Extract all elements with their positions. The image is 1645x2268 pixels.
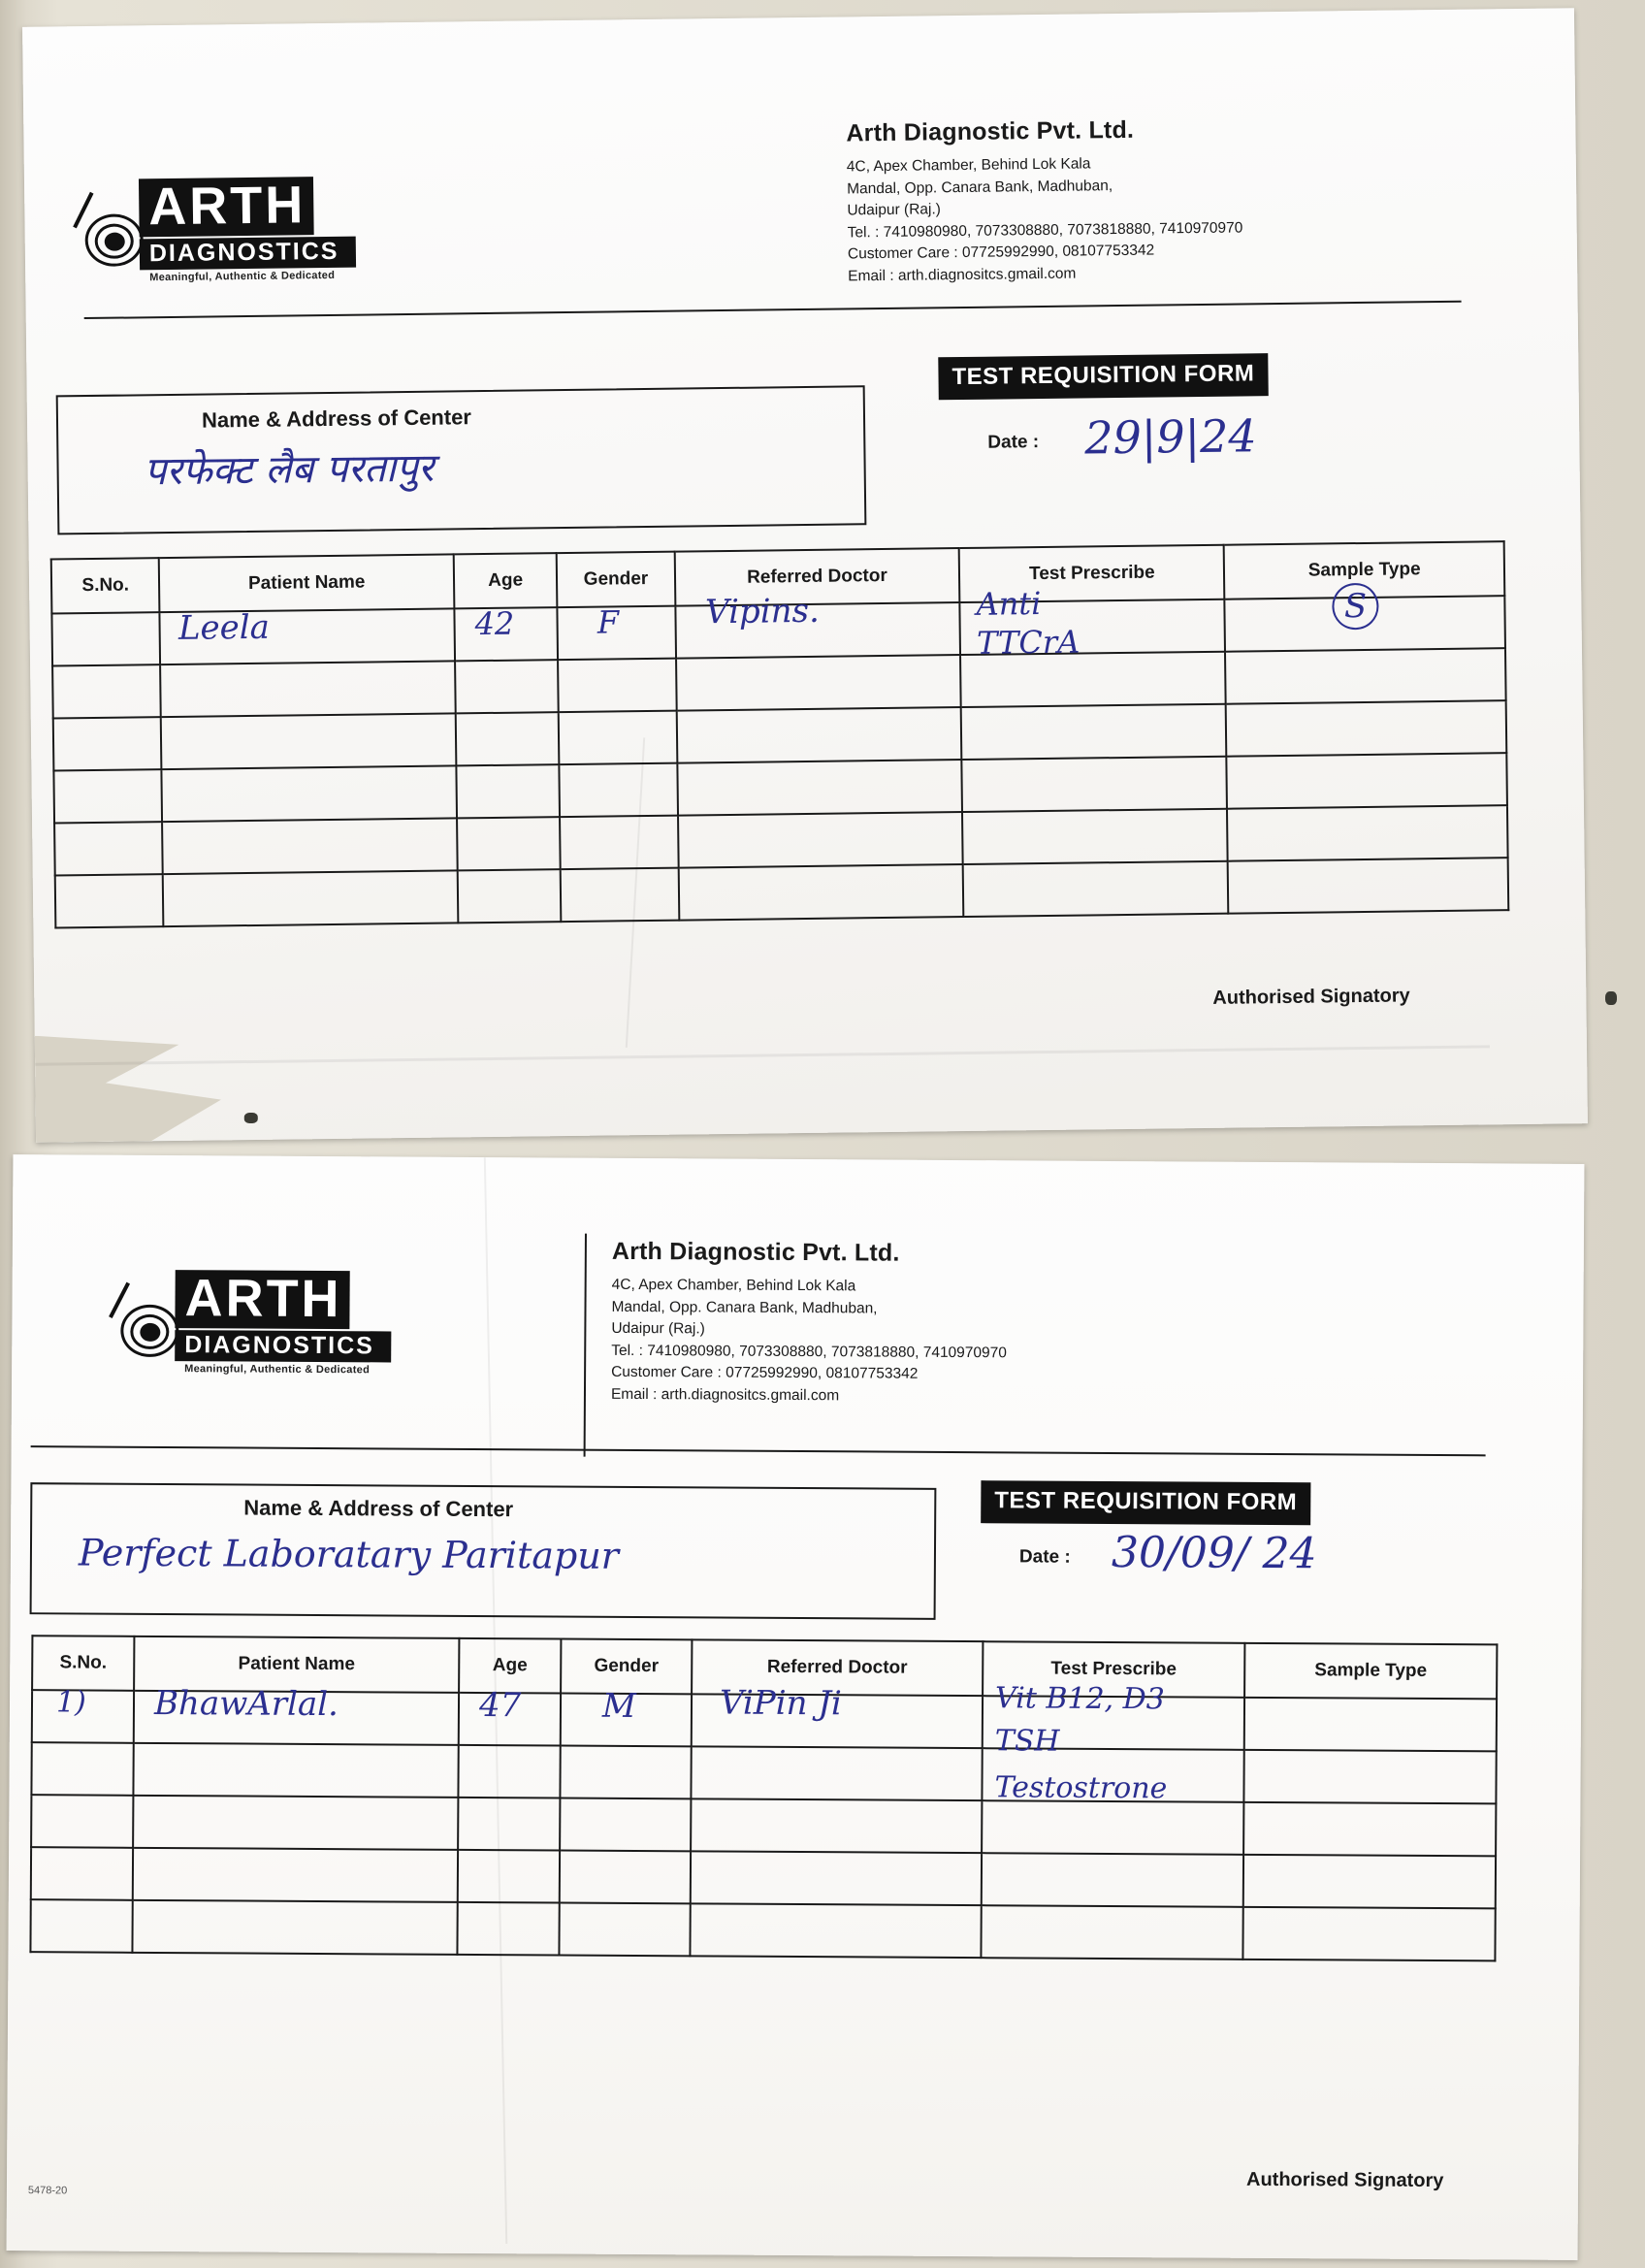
cell-empty	[676, 655, 961, 711]
cell-empty	[458, 1850, 560, 1903]
cell-gender	[558, 603, 676, 660]
cell-empty	[163, 870, 458, 926]
cell-empty	[458, 1745, 560, 1798]
cell-test-prescribe	[960, 585, 1226, 662]
cell-empty	[982, 1800, 1243, 1855]
cell-empty	[455, 660, 559, 713]
date-handwritten-top: 29|9|24	[1083, 409, 1257, 465]
col-sample-type: Sample Type	[1224, 541, 1504, 599]
company-address-2: Mandal, Opp. Canara Bank, Madhuban,	[847, 177, 1113, 198]
arth-logo	[118, 1262, 401, 1380]
cell-empty	[678, 812, 963, 868]
cell-empty	[691, 1746, 982, 1800]
cell-empty	[132, 1900, 457, 1955]
company-email: Email : arth.diagnositcs.gmail.com	[848, 265, 1077, 285]
table-row	[30, 1899, 1495, 1960]
cell-empty	[676, 707, 961, 763]
cell-empty	[162, 765, 457, 822]
gender-handwritten: M	[601, 1686, 636, 1726]
dust-speck	[1605, 991, 1617, 1005]
cell-empty	[559, 711, 677, 764]
cell-empty	[962, 809, 1228, 864]
cell-sno	[51, 612, 160, 665]
header-vertical-divider	[584, 1234, 587, 1457]
cell-empty	[133, 1743, 458, 1798]
paper-tear	[35, 1032, 356, 1143]
date-handwritten-bottom: 30/09/ 24	[1111, 1527, 1317, 1579]
cell-empty	[30, 1899, 132, 1953]
test-prescribe-line-1: Anti	[976, 585, 1042, 623]
cell-empty	[54, 822, 163, 875]
form-title-bottom: TEST REQUISITION FORM	[981, 1480, 1310, 1525]
cell-empty	[558, 659, 676, 712]
company-address-2: Mandal, Opp. Canara Bank, Madhuban,	[611, 1298, 878, 1317]
col-referred-doctor: Referred Doctor	[674, 548, 959, 606]
cell-empty	[53, 769, 162, 823]
sample-type-handwritten: S	[1333, 583, 1379, 631]
cell-empty	[458, 869, 562, 923]
cell-patient-name	[134, 1683, 459, 1745]
col-gender: Gender	[557, 552, 675, 607]
age-handwritten: 42	[474, 604, 515, 643]
company-address-1: 4C, Apex Chamber, Behind Lok Kala	[611, 1277, 856, 1295]
form-title-top: TEST REQUISITION FORM	[938, 353, 1268, 400]
col-patient-name: Patient Name	[134, 1636, 459, 1693]
requisition-table-bottom	[29, 1635, 1498, 1961]
company-name: Arth Diagnostic Pvt. Ltd.	[846, 115, 1135, 147]
header-divider	[31, 1445, 1486, 1456]
cell-age	[454, 604, 558, 661]
cell-empty	[1242, 1907, 1495, 1961]
col-age: Age	[459, 1638, 561, 1694]
cell-empty	[1226, 700, 1506, 757]
print-code: 5478-20	[27, 2185, 68, 2197]
cell-test-prescribe	[983, 1681, 1244, 1806]
table-row	[31, 1847, 1496, 1908]
date-label-top: Date :	[987, 432, 1040, 453]
cell-empty	[691, 1798, 982, 1853]
cell-empty	[55, 874, 164, 927]
cell-empty	[1243, 1802, 1496, 1857]
logo-main-text: ARTH	[139, 177, 314, 237]
date-label-bottom: Date :	[1018, 1546, 1071, 1568]
cell-empty	[133, 1848, 458, 1902]
cell-empty	[981, 1905, 1242, 1960]
cell-empty	[677, 760, 962, 816]
company-customer-care: Customer Care : 07725992990, 08107753342	[611, 1363, 919, 1382]
cell-empty	[457, 1902, 559, 1956]
arth-logo	[82, 169, 365, 289]
cell-empty	[960, 652, 1226, 707]
target-arrow-icon	[82, 200, 147, 265]
cell-empty	[963, 861, 1229, 917]
test-prescribe-line-1: Vit B12, D3	[994, 1681, 1165, 1717]
cell-sample-type	[1244, 1698, 1497, 1752]
company-tel: Tel. : 7410980980, 7073308880, 7073818880, 7410970970	[847, 219, 1243, 242]
cell-empty	[1227, 805, 1507, 861]
company-details	[611, 1234, 1008, 1409]
cell-empty	[560, 1798, 691, 1852]
requisition-form-bottom	[7, 1154, 1585, 2260]
cell-empty	[561, 868, 679, 922]
center-heading: Name & Address of Center	[243, 1495, 514, 1522]
col-patient-name: Patient Name	[159, 554, 454, 612]
table-row	[32, 1690, 1497, 1751]
company-name: Arth Diagnostic Pvt. Ltd.	[611, 1237, 900, 1267]
col-gender: Gender	[561, 1639, 692, 1695]
cell-empty	[1228, 858, 1508, 914]
cell-gender	[561, 1686, 692, 1747]
test-prescribe-line-2: TSH	[994, 1724, 1060, 1759]
company-address-3: Udaipur (Raj.)	[611, 1320, 705, 1338]
target-arrow-icon	[118, 1291, 182, 1355]
company-customer-care: Customer Care : 07725992990, 08107753342	[847, 242, 1155, 263]
logo-tagline: Meaningful, Authentic & Dedicated	[149, 269, 336, 284]
test-prescribe-line-2: TTCrA	[976, 623, 1081, 662]
cell-sno	[32, 1685, 134, 1743]
cell-empty	[690, 1903, 981, 1958]
company-address-3: Udaipur (Raj.)	[847, 201, 941, 219]
gender-handwritten: F	[597, 603, 620, 641]
cell-empty	[31, 1795, 133, 1848]
col-sno: S.No.	[51, 558, 160, 613]
authorised-signatory-top: Authorised Signatory	[1212, 985, 1410, 1009]
logo-main-text: ARTH	[175, 1270, 349, 1329]
col-sample-type: Sample Type	[1244, 1643, 1497, 1700]
requisition-table-top	[50, 540, 1510, 928]
cell-empty	[961, 704, 1227, 760]
cell-empty	[458, 1798, 560, 1851]
center-name-handwritten: Perfect Laboratary Paritapur	[78, 1531, 620, 1577]
cell-empty	[162, 818, 457, 874]
cell-referred-doctor	[692, 1683, 983, 1748]
col-sno: S.No.	[32, 1636, 134, 1691]
cell-empty	[678, 864, 963, 921]
cell-sample-type	[1225, 586, 1505, 652]
authorised-signatory-bottom: Authorised Signatory	[1245, 2168, 1444, 2192]
dust-speck	[244, 1113, 258, 1123]
referred-doctor-handwritten: ViPin Ji	[719, 1683, 842, 1724]
cell-empty	[982, 1748, 1243, 1802]
cell-empty	[457, 817, 561, 870]
company-address-1: 4C, Apex Chamber, Behind Lok Kala	[846, 155, 1091, 176]
patient-name-handwritten: BhawArlal.	[153, 1683, 339, 1725]
cell-empty	[982, 1853, 1243, 1907]
col-test-prescribe: Test Prescribe	[983, 1641, 1244, 1698]
cell-empty	[1227, 753, 1507, 809]
cell-empty	[456, 764, 560, 818]
cell-empty	[1243, 1855, 1496, 1909]
test-prescribe-line-3: Testostrone	[994, 1770, 1168, 1806]
company-email: Email : arth.diagnositcs.gmail.com	[610, 1385, 840, 1404]
company-tel: Tel. : 7410980980, 7073308880, 7073818880, 7410970970	[611, 1342, 1007, 1361]
cell-empty	[1243, 1750, 1496, 1804]
col-referred-doctor: Referred Doctor	[692, 1639, 983, 1696]
cell-age	[459, 1686, 561, 1746]
cell-empty	[161, 713, 456, 769]
col-age: Age	[454, 553, 558, 608]
cell-empty	[31, 1847, 133, 1900]
age-handwritten: 47	[478, 1686, 522, 1726]
cell-empty	[559, 1903, 690, 1957]
cell-empty	[133, 1796, 458, 1850]
cell-patient-name	[160, 608, 455, 664]
company-details	[846, 111, 1243, 287]
logo-sub-text: DIAGNOSTICS	[175, 1330, 391, 1362]
referred-doctor-handwritten: Vipins.	[704, 591, 821, 632]
cell-empty	[560, 1746, 691, 1799]
logo-tagline: Meaningful, Authentic & Dedicated	[184, 1363, 371, 1377]
col-test-prescribe: Test Prescribe	[959, 545, 1225, 602]
cell-empty	[53, 717, 162, 770]
patient-name-handwritten: Leela	[177, 607, 271, 648]
header-divider	[84, 301, 1462, 319]
center-name-handwritten: परफेक्ट लैब परतापुर	[144, 445, 435, 495]
table-row	[31, 1795, 1496, 1856]
cell-empty	[456, 712, 560, 765]
cell-referred-doctor	[675, 591, 960, 659]
cell-empty	[560, 763, 678, 817]
paper-crease	[35, 1045, 1490, 1065]
cell-empty	[1225, 648, 1505, 704]
table-row	[31, 1742, 1496, 1803]
cell-empty	[160, 661, 455, 717]
sno-handwritten: 1)	[55, 1685, 86, 1720]
cell-empty	[31, 1742, 133, 1796]
logo-sub-text: DIAGNOSTICS	[140, 237, 356, 271]
requisition-form-top	[22, 8, 1588, 1142]
cell-empty	[560, 816, 678, 869]
cell-empty	[52, 664, 161, 718]
cell-empty	[560, 1851, 691, 1904]
cell-empty	[962, 757, 1228, 812]
center-heading: Name & Address of Center	[201, 405, 472, 433]
cell-empty	[691, 1851, 982, 1905]
